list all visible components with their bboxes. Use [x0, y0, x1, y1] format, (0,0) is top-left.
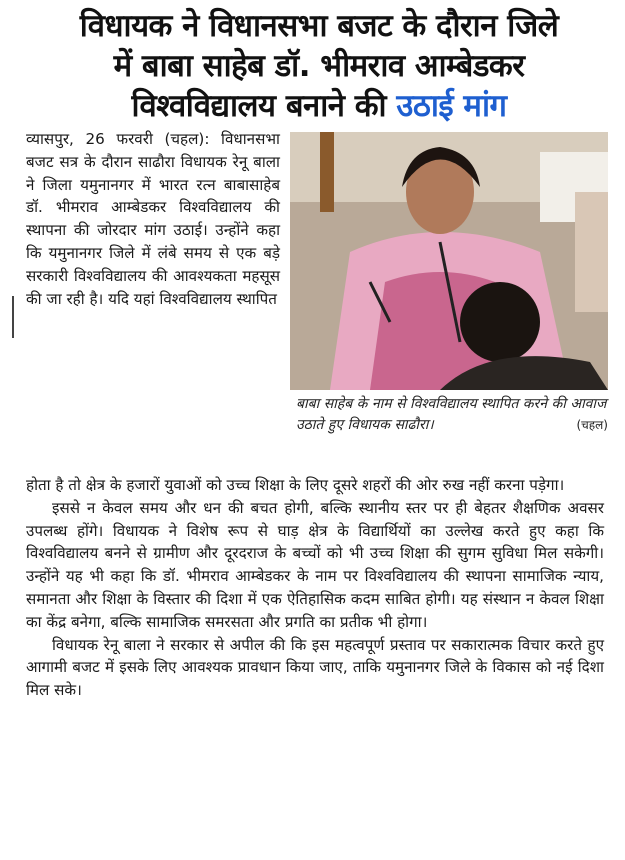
article-intro: विधानसभा बजट सत्र के दौरान साढौरा विधायक रेनू बाला ने जिला यमुनानगर में भारत रत्न बाबासाहेब डॉ. भीमराव आम्बेडकर विश्वविद्यालय की स्थापना की जोरदार मांग उठाई। उन्होंने कहा कि यमुनानगर जिले में लंबे समय से एक बड़े सरकारी विश्वविद्यालय की आवश्यकता महसूस की जा रही है। यदि यहां विश्वविद्यालय स्थापित	[26, 130, 280, 308]
article-paragraph-2: इससे न केवल समय और धन की बचत होगी, बल्कि स्थानीय स्तर पर ही बेहतर शैक्षणिक अवसर उपलब्ध होंगे। विधायक ने विशेष रूप से घाड़ क्षेत्र के विद्यार्थियों का उल्लेख करते हुए कहा कि विश्वविद्यालय बनने से ग्रामीण और दूरदराज के बच्चों को भी उच्च शिक्षा की सुगम सुविधा मिल सकेगी। उन्होंने यह भी कहा कि डॉ. भीमराव आम्बेडकर के नाम पर विश्वविद्यालय की स्थापना सामाजिक न्याय, समानता और शिक्षा के विस्तार की दिशा में एक ऐतिहासिक कदम साबित होगी। यह संस्थान न केवल शिक्षा का केंद्र बनेगा, बल्कि सामाजिक समरसता और प्रगति का प्रतीक भी होगा।	[26, 498, 604, 631]
caption-text: बाबा साहेब के नाम से विश्वविद्यालय स्थापित करने की आवाज उठाते हुए विधायक साढौरा।	[296, 396, 607, 433]
news-photo	[290, 132, 608, 390]
headline-line-1: विधायक ने विधानसभा बजट के दौरान जिले	[79, 8, 559, 44]
article-intro-column	[26, 128, 280, 310]
headline	[20, 6, 618, 126]
article-intro-continued: होता है तो क्षेत्र के हजारों युवाओं को उच्च शिक्षा के लिए दूसरे शहरों की ओर रुख नहीं करना पड़ेगा।	[26, 476, 565, 494]
photo-credit: (चहल)	[576, 418, 608, 432]
headline-line-2: में बाबा साहेब डॉ. भीमराव आम्बेडकर	[113, 48, 525, 84]
headline-accent: उठाई मांग	[396, 88, 507, 124]
left-border-mark	[12, 296, 14, 338]
news-clipping	[12, 6, 622, 858]
photo-illustration	[290, 132, 608, 390]
article-paragraph-3: विधायक रेनू बाला ने सरकार से अपील की कि इस महत्वपूर्ण प्रस्ताव पर सकारात्मक विचार करते हुए आगामी बजट में इसके लिए आवश्यक प्रावधान किया जाए, ताकि यमुनानगर जिले के विकास को नई दिशा मिल सके।	[26, 635, 604, 700]
headline-line-3-main: विश्वविद्यालय बनाने की	[131, 88, 397, 124]
article-body	[26, 474, 604, 702]
headline-line-3	[20, 86, 618, 126]
dateline: व्यासपुर, 26 फरवरी (चहल):	[26, 130, 210, 148]
photo-caption	[296, 394, 608, 436]
